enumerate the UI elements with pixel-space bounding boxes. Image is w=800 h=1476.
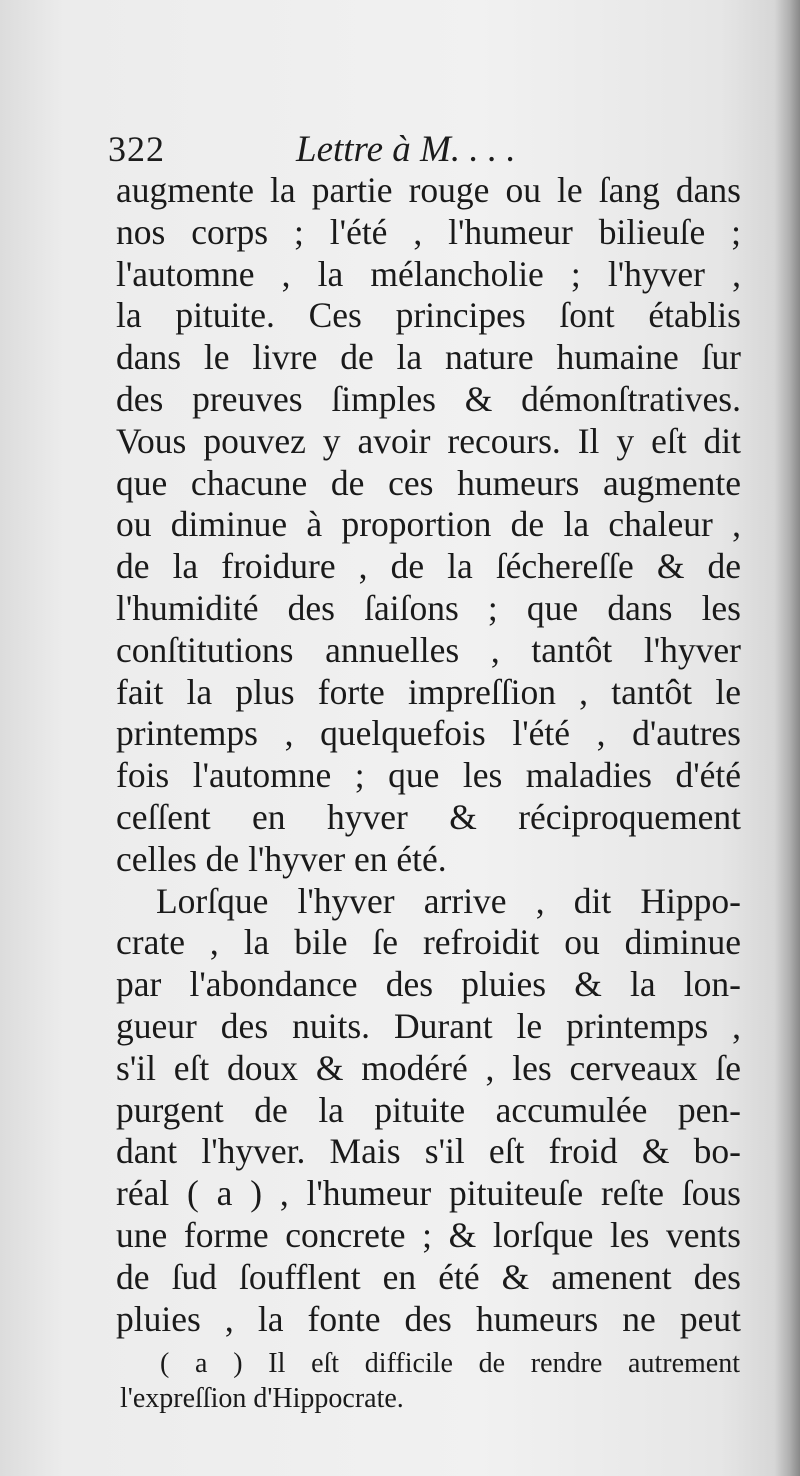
text-line: ou diminue à proportion de la chaleur , <box>116 504 741 545</box>
text-line: dans le livre de la nature humaine ſur <box>116 337 741 378</box>
running-head: Lettre à M. . . . <box>296 129 516 170</box>
footnote <box>120 1346 740 1416</box>
body-text <box>116 170 741 1340</box>
text-line: ceſſent en hyver & réciproquement <box>116 796 741 837</box>
text-line: l'humidité des ſaiſons ; que dans les <box>116 587 741 628</box>
text-line: pluies , la fonte des humeurs ne peut <box>116 1298 741 1339</box>
text-line: Vous pouvez y avoir recours. Il y eſt dit <box>116 420 741 461</box>
page-number: 322 <box>108 129 165 169</box>
text-line: une forme concrete ; & lorſque les vents <box>116 1214 741 1255</box>
text-line: gueur des nuits. Durant le printemps , <box>116 1005 741 1046</box>
text-line: réal ( a ) , l'humeur pituiteuſe reſte ſous <box>116 1173 741 1214</box>
text-line: crate , la bile ſe refroidit ou diminue <box>116 922 741 963</box>
text-line: augmente la partie rouge ou le ſang dans <box>116 170 741 210</box>
text-line: nos corps ; l'été , l'humeur bilieuſe ; <box>116 211 741 252</box>
text-line: de ſud ſoufflent en été & amenent des <box>116 1256 741 1297</box>
footnote-line: l'expreſſion d'Hippocrate. <box>120 1383 404 1414</box>
footnote-line: ( a ) Il eſt difficile de rendre autrement <box>160 1348 740 1379</box>
text-line: printemps , quelquefois l'été , d'autres <box>116 713 741 754</box>
text-line: de la froidure , de la ſéchereſſe & de <box>116 546 741 587</box>
text-line: conſtitutions annuelles , tantôt l'hyver <box>116 629 741 670</box>
text-line: la pituite. Ces principes ſont établis <box>116 295 741 336</box>
text-line: par l'abondance des pluies & la lon- <box>116 964 741 1005</box>
text-line: s'il eſt doux & modéré , les cerveaux ſe <box>116 1047 741 1088</box>
text-line: que chacune de ces humeurs augmente <box>116 462 741 503</box>
paragraph-end-line: celles de l'hyver en été. <box>116 838 447 879</box>
gutter-shadow <box>774 0 800 1476</box>
text-line: l'automne , la mélancholie ; l'hyver , <box>116 253 741 294</box>
text-line: purgent de la pituite accumulée pen- <box>116 1089 741 1130</box>
paragraph-start-line: Lorſque l'hyver arrive , dit Hippo- <box>156 880 741 921</box>
text-line: des preuves ſimples & démonſtratives. <box>116 378 741 419</box>
text-line: fait la plus forte impreſſion , tantôt le <box>116 671 741 712</box>
text-line: dant l'hyver. Mais s'il eſt froid & bo- <box>116 1131 741 1172</box>
text-line: fois l'automne ; que les maladies d'été <box>116 755 741 796</box>
